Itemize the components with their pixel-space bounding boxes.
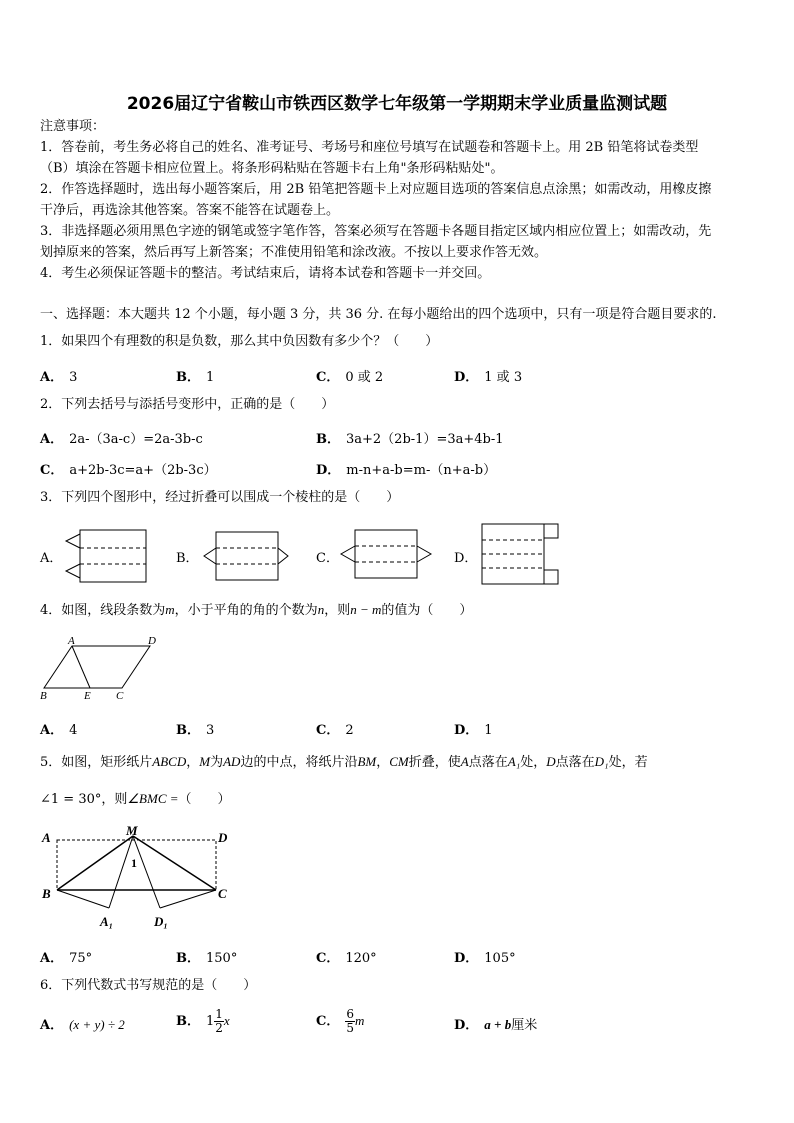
q4-label-c: C [116,690,124,702]
q4-label-d: D [148,635,156,647]
q4-option-b: B． 3 [176,723,215,738]
notice-heading: 注意事项： [40,119,106,134]
q5-label-b: B [42,886,51,901]
q6-option-b: B． 1 $\frac{1}{2}$ x [176,1007,230,1035]
q3-figure-a [60,528,150,586]
q5-label-c: C [218,886,227,901]
page-title: 2026届辽宁省鞍山市铁西区数学七年级第一学期期末学业质量监测试题 [126,94,668,114]
q4-parallelogram-figure [38,634,168,702]
question-4-stem: 4．如图，线段条数为m，小于平角的角的个数为n，则n − m的值为（ ） [40,602,473,618]
notice-line: 4．考生必须保证答题卡的整洁。考试结束后，请将本试卷和答题卡一并交回。 [40,266,491,281]
notice-line: 划掉原来的答案，然后再写上新答案；不准使用铅笔和涂改液。不按以上要求作答无效。 [40,245,548,260]
q1-option-a: A． 3 [40,370,78,385]
q5-label-d: D [218,830,228,845]
q1-option-b: B． 1 [176,370,215,385]
q3-option-c-label: C． [316,551,339,566]
q5-label-d1: D₁ [154,914,168,929]
q5-label-a: A [42,830,51,845]
q5-label-a1: A₁ [100,914,114,929]
q6-option-a: A． (x + y) ÷ 2 [40,1017,125,1033]
q4-option-a: A． 4 [40,723,78,738]
q2-option-c: C． a+2b-3c=a+（2b-3c） [40,463,217,478]
q5-option-d: D． 105° [454,951,516,966]
q4-label-e: E [84,690,91,702]
q2-option-a: A． 2a-（3a-c）=2a-3b-c [40,432,203,447]
q3-figure-c [338,526,434,584]
q2-option-b: B． 3a+2（2b-1）=3a+4b-1 [316,432,504,447]
q2-option-d: D． m-n+a-b=m-（n+a-b） [316,463,497,478]
question-1-stem: 1．如果四个有理数的积是负数，那么其中负因数有多少个？（ ） [40,334,439,349]
q5-label-m: M [126,823,138,838]
q4-option-c: C． 2 [316,723,354,738]
question-6-stem: 6．下列代数式书写规范的是（ ） [40,978,257,993]
notice-line: 3．非选择题必须用黑色字迹的钢笔或签字笔作答，答案必须写在答题卡各题目指定区域内相应位置上；如需改动，先 [40,224,712,239]
q5-option-c: C． 120° [316,951,377,966]
section-heading: 一、选择题：本大题共 12 个小题，每小题 3 分，共 36 分. 在每小题给出的四个选项中，只有一项是符合题目要求的. [40,307,717,322]
q5-option-a: A． 75° [40,951,93,966]
q5-option-b: B． 150° [176,951,238,966]
notice-line: 1．答卷前，考生务必将自己的姓名、准考证号、考场号和座位号填写在试题卷和答题卡上。用 2B 铅笔将试卷类型 [40,140,699,155]
question-5-stem-line-1: 5．如图，矩形纸片ABCD，M为AD边的中点，将纸片沿BM，CM折叠，使A点落在A₁处，D点落在D₁处，若 [40,754,648,770]
q3-figure-b [200,528,290,586]
q3-option-d-label: D． [454,551,478,566]
q1-option-d: D． 1 或 3 [454,370,523,385]
question-5-stem-line-2: ∠1 = 30°，则∠BMC =（ ） [40,791,231,807]
q4-label-a: A [68,635,75,647]
q6-option-c: C． $\frac{6}{5}$ m [316,1007,365,1035]
q4-label-b: B [40,690,47,702]
q5-rectangle-fold-figure [40,822,240,934]
notice-line: （B）填涂在答题卡相应位置上。将条形码粘贴在答题卡右上角"条形码粘贴处"。 [40,161,504,176]
q5-label-angle-1: 1 [131,856,137,870]
question-3-stem: 3．下列四个图形中，经过折叠可以围成一个棱柱的是（ ） [40,490,400,505]
q6-option-d: D． a + b厘米 [454,1017,538,1033]
q1-option-c: C． 0 或 2 [316,370,384,385]
notice-line: 2．作答选择题时，选出每小题答案后，用 2B 铅笔把答题卡上对应题目选项的答案信息点涂黑；如需改动，用橡皮擦 [40,182,712,197]
q3-option-b-label: B． [176,551,199,566]
q3-figure-d [478,520,562,588]
q3-option-a-label: A． [40,551,63,566]
notice-line: 干净后，再选涂其他答案。答案不能答在试题卷上。 [40,203,340,218]
q4-option-d: D． 1 [454,723,493,738]
question-2-stem: 2．下列去括号与添括号变形中，正确的是（ ） [40,397,335,412]
